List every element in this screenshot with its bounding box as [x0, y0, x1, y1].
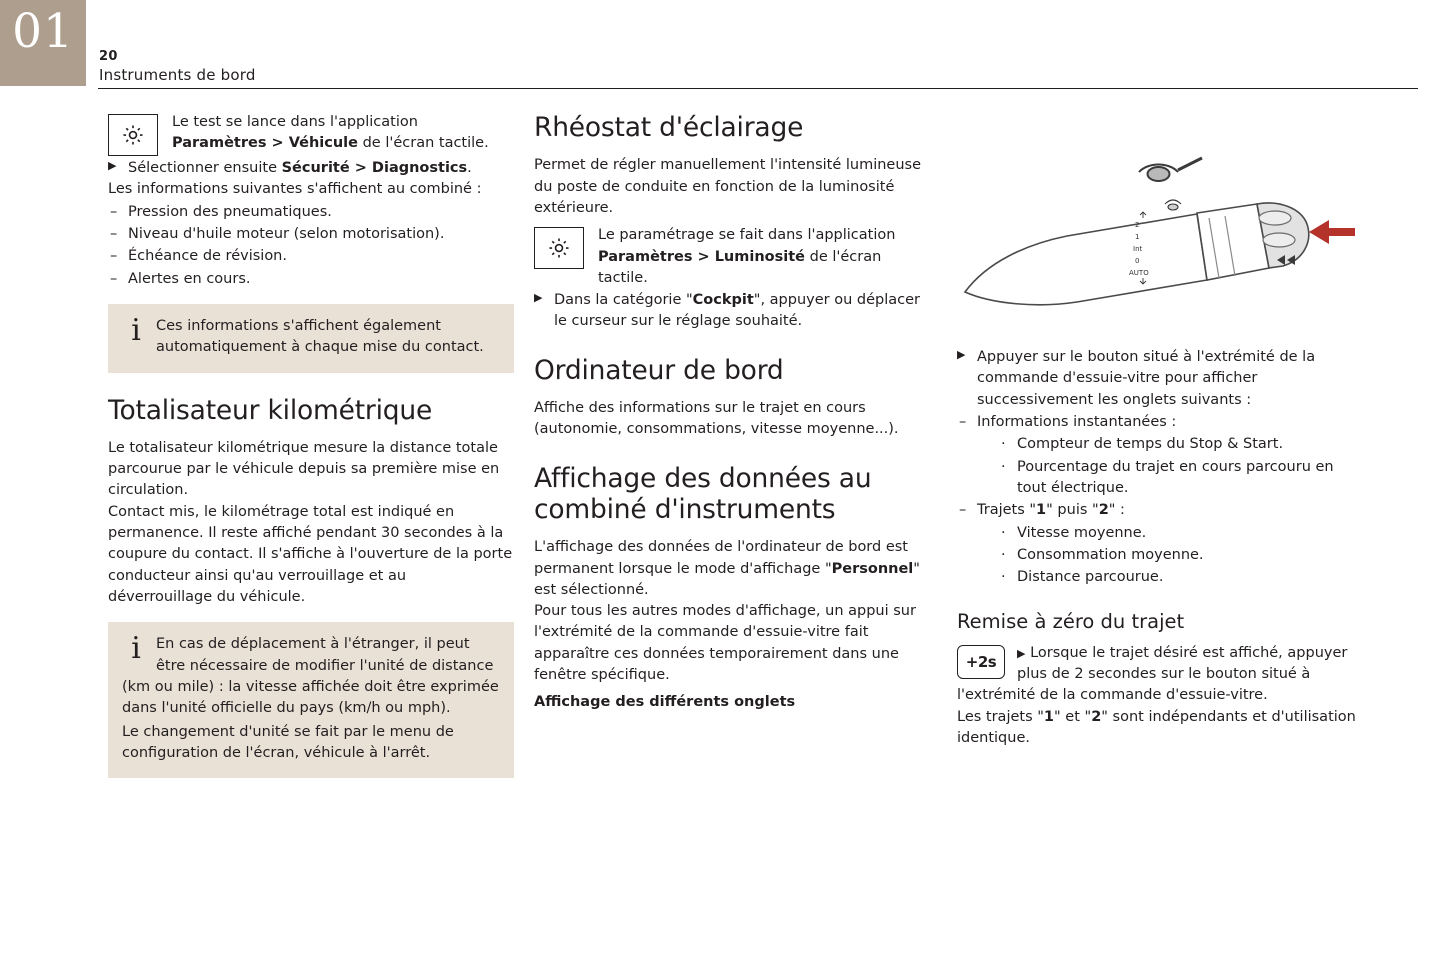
chapter-tab: [0, 0, 86, 86]
affichage-para-2: Pour tous les autres modes d'affichage, un appui sur l'extrémité de la commande d'essuie-vitre fait apparaître ces données temporairement dans une fenêtre spécifique.: [534, 603, 916, 684]
affichage-para-1: L'affichage des données de l'ordinateur de bord est permanent lorsque le mode d'affichage "Personnel" est sélectionné.: [534, 539, 920, 598]
list-item: – Alertes en cours.: [110, 270, 251, 287]
select-diagnostics-text: Sélectionner ensuite Sécurité > Diagnostics.: [128, 160, 472, 176]
arrow-marker-icon: ▶: [957, 348, 966, 361]
info-list-intro: Les informations suivantes s'affichent au combiné :: [108, 181, 482, 198]
test-launch-note: [108, 112, 514, 157]
chapter-number: 01: [12, 4, 74, 59]
totalisateur-para-1: Le totalisateur kilométrique mesure la distance totale parcourue par le véhicule depuis sa première mise en circulation.: [108, 439, 500, 499]
gear-icon: [534, 227, 584, 269]
arrow-marker-icon: ▶: [1017, 646, 1026, 660]
list-item: – Informations instantanées :: [959, 413, 1177, 430]
page-number: 20: [99, 49, 118, 64]
list-item: · Distance parcourue.: [1001, 569, 1164, 586]
info-units-text-2: Le changement d'unité se fait par le menu de configuration de l'écran, véhicule à l'arrêt.: [122, 723, 454, 761]
header-divider: [98, 88, 1418, 89]
wiper-stalk-illustration: [957, 112, 1357, 342]
list-item: – Pression des pneumatiques.: [110, 203, 332, 220]
heading-remise-zero: Remise à zéro du trajet: [957, 610, 1185, 634]
list-item: · Compteur de temps du Stop & Start.: [1001, 436, 1284, 453]
heading-rheostat: Rhéostat d'éclairage: [534, 112, 804, 143]
stalk-label-auto: AUTO: [1129, 269, 1149, 277]
heading-affichage: Affichage des données au combiné d'instruments: [534, 462, 872, 525]
column-three: [957, 346, 1357, 749]
list-item: · Consommation moyenne.: [1001, 546, 1204, 563]
remise-after-text: Les trajets "1" et "2" sont indépendants et d'utilisation identique.: [957, 708, 1356, 747]
rheostat-settings-note: [534, 225, 934, 289]
list-item: · Vitesse moyenne.: [1001, 524, 1147, 541]
stalk-label-2: 2: [1135, 221, 1140, 229]
cockpit-bullet-text: Dans la catégorie "Cockpit", appuyer ou déplacer le curseur sur le réglage souhaité.: [554, 292, 920, 330]
cockpit-bold: Cockpit: [692, 292, 754, 309]
stalk-label-int: Int: [1133, 245, 1143, 253]
list-item: · Pourcentage du trajet en cours parcouru en tout électrique.: [1001, 458, 1334, 496]
remise-note: [957, 643, 1357, 707]
settings-path-bold: Paramètres > Véhicule: [172, 135, 358, 152]
info-block-contact-text: Ces informations s'affichent également automatiquement à chaque mise du contact.: [156, 317, 484, 356]
red-arrow-icon: [1309, 220, 1355, 244]
stalk-label-0: 0: [1135, 257, 1140, 265]
diagnostics-path-bold: Sécurité > Diagnostics: [281, 160, 468, 176]
page-title: Instruments de bord: [99, 66, 256, 84]
info-units-text-1: En cas de déplacement à l'étranger, il peut être nécessaire de modifier l'unité de distance (km ou mile) : la vitesse affichée doit être exprimée dans l'unité officielle du pays (km/h ou mph).: [122, 636, 499, 717]
column-two: [534, 112, 934, 714]
ordinateur-para: Affiche des informations sur le trajet en cours (autonomie, consommations, vitesse moyenne...).: [534, 400, 899, 438]
luminosite-path-bold: Paramètres > Luminosité: [598, 248, 805, 265]
heading-totalisateur: Totalisateur kilométrique: [108, 394, 433, 426]
gear-icon: [108, 114, 158, 156]
arrow-marker-icon: ▶: [108, 159, 117, 172]
info-icon: i: [131, 312, 141, 348]
press-button-text: Appuyer sur le bouton situé à l'extrémité de la commande d'essuie-vitre pour afficher successivement les onglets suivants :: [977, 349, 1316, 408]
list-item: – Échéance de révision.: [110, 248, 287, 265]
rheostat-settings-text: Le paramétrage se fait dans l'application Paramètres > Luminosité de l'écran tactile.: [598, 227, 896, 286]
cockpit-bullet: [534, 290, 934, 333]
totalisateur-para-2: Contact mis, le kilométrage total est indiqué en permanence. Il reste affiché pendant 30 secondes à la coupure du contact. Il s'affiche à l'ouverture de la porte conducteur ainsi qu'au verrouillage et au déverrouillage du véhicule.: [108, 503, 513, 605]
info-block-contact: [108, 304, 514, 373]
plus-2s-badge-icon: +2s: [957, 645, 1005, 679]
subtitle-onglets: Affichage des différents onglets: [534, 694, 796, 711]
rheostat-para: Permet de régler manuellement l'intensité lumineuse du poste de conduite en fonction de la luminosité extérieure.: [534, 157, 922, 216]
heading-ordinateur: Ordinateur de bord: [534, 354, 784, 386]
test-launch-text: Le test se lance dans l'application Paramètres > Véhicule de l'écran tactile.: [172, 114, 489, 152]
list-item: – Trajets "1" puis "2" :: [957, 500, 1357, 521]
list-item: – Niveau d'huile moteur (selon motorisation).: [110, 225, 445, 242]
info-icon: i: [131, 631, 141, 667]
column-one: [108, 112, 514, 778]
info-block-units: [108, 622, 514, 778]
arrow-marker-icon: ▶: [534, 291, 543, 305]
personnel-bold: Personnel: [831, 560, 914, 577]
trajets-label: Trajets "1" puis "2" :: [977, 502, 1125, 519]
remise-bullet: ▶ Lorsque le trajet désiré est affiché, appuyer plus de 2 secondes sur le bouton situé à l'extrémité de la commande d'essuie-vitre.: [957, 644, 1348, 704]
press-button-bullet: [957, 347, 1357, 411]
stalk-label-1: 1: [1135, 233, 1140, 241]
select-diagnostics-bullet: [108, 158, 514, 179]
